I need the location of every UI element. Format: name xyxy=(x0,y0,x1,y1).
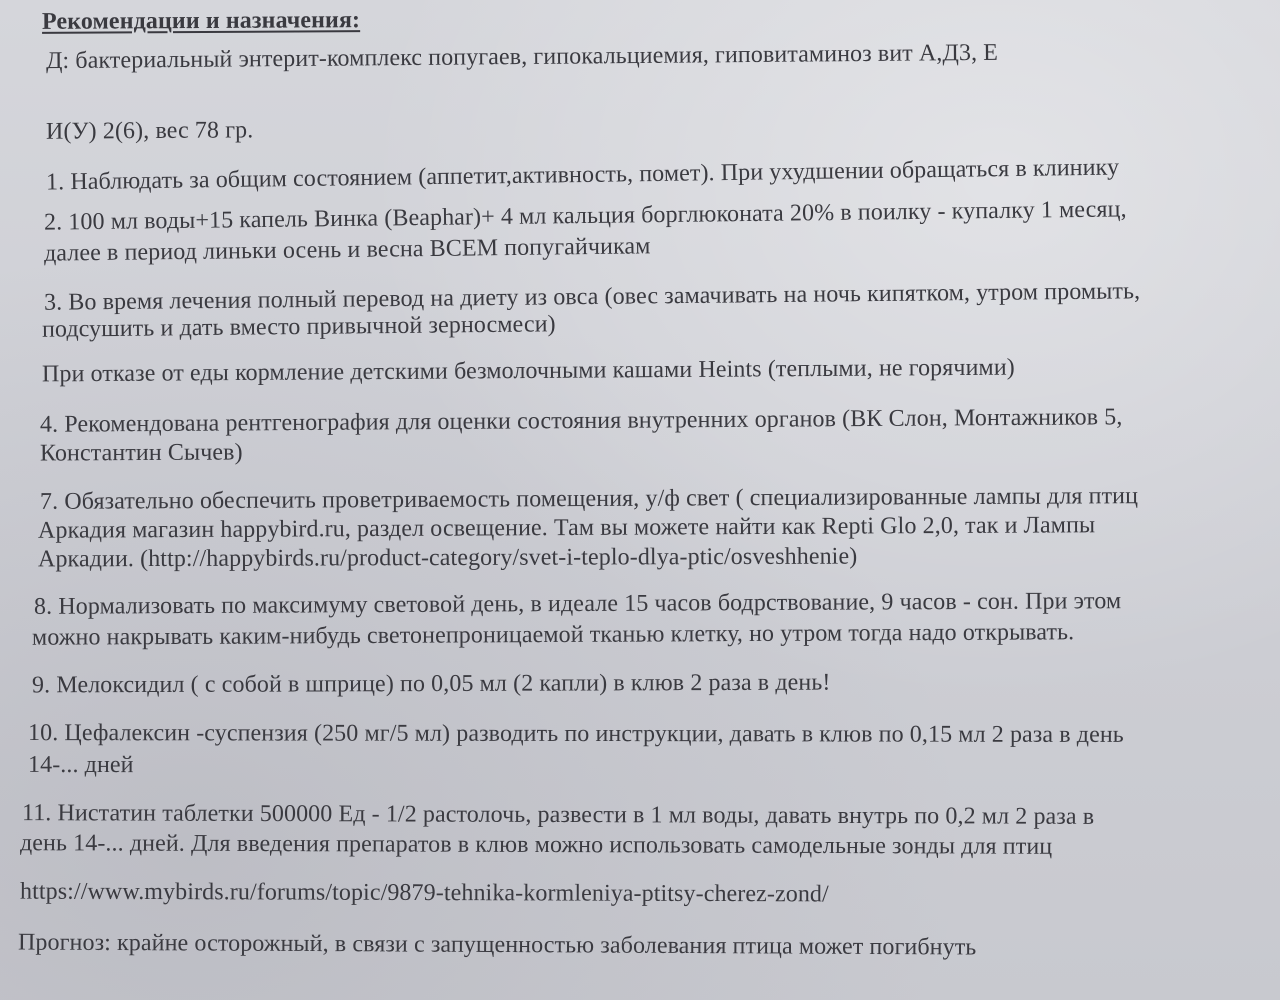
item-8-line-1: 8. Нормализовать по максимуму световой день, в идеале 15 часов бодрствование, 9 часов - сон. При этом xyxy=(33,588,1122,620)
item-1: 1. Наблюдать за общим состоянием (аппетит,активность, помет). При ухудшении обращаться в клинику xyxy=(45,154,1120,196)
item-10-line-1: 10. Цефалексин -суспензия (250 мг/5 мл) разводить по инструкции, давать в клюв по 0,15 мл 2 раза в день xyxy=(27,720,1124,748)
item-3-note: При отказе от еды кормление детскими безмолочными кашами Heints (теплыми, не горячими) xyxy=(41,354,1015,388)
item-3-line-2: подсушить и дать вместо привычной зерносмеси) xyxy=(41,311,556,343)
item-7-line-2: Аркадия магазин happybird.ru, раздел освещение. Там вы можете найти как Repti Glo 2,0, так и Лампы xyxy=(37,512,1096,544)
item-2-line-2: далее в период линьки осень и весна ВСЕМ попугайчикам xyxy=(43,233,651,267)
item-10-line-2: 14-... дней xyxy=(27,751,134,779)
item-7-line-1: 7. Обязательно обеспечить проветриваемость помещения, у/ф свет ( специализированные лампы для птиц xyxy=(39,483,1139,515)
item-4-line-1: 4. Рекомендована рентгенография для оценки состояния внутренних органов (ВК Слон, Монтажников 5, xyxy=(39,404,1123,438)
item-2-line-1: 2. 100 мл воды+15 капель Винка (Beaphar)+ 4 мл кальция борглюконата 20% в поилку - купалку 1 месяц, xyxy=(43,196,1127,236)
item-9: 9. Мелоксидил ( с собой в шприце) по 0,05 мл (2 капли) в клюв 2 раза в день! xyxy=(31,669,831,699)
patient-params: И(У) 2(6), вес 78 гр. xyxy=(45,117,254,145)
document-heading: Рекомендации и назначения: xyxy=(41,7,361,35)
prognosis-line: Прогноз: крайне осторожный, в связи с запущенностью заболевания птица может погибнуть xyxy=(17,929,977,961)
item-11-line-2: день 14-... дней. Для введения препаратов в клюв можно использовать самодельные зонды для птиц xyxy=(19,830,1053,860)
diagnosis-line: Д: бактериальный энтерит-комплекс попугаев, гипокальциемия, гиповитаминоз вит А,Д3, Е xyxy=(45,39,999,75)
item-3-line-1: 3. Во время лечения полный перевод на диету из овса (овес замачивать на ночь кипятком, утром промыть, xyxy=(43,278,1141,316)
item-7-line-3: Аркадии. (http://happybirds.ru/product-category/svet-i-teplo-dlya-ptic/osveshhenie) xyxy=(37,543,858,573)
item-8-line-2: можно накрывать каким-нибудь светонепроницаемой тканью клетку, но утром тогда надо открывать. xyxy=(31,619,1075,651)
item-11-line-1: 11. Нистатин таблетки 500000 Ед - 1/2 растолочь, развести в 1 мл воды, давать внутрь по 0,2 мл 2 раза в xyxy=(21,800,1095,830)
feeding-technique-link: https://www.mybirds.ru/forums/topic/9879-tehnika-kormleniya-ptitsy-cherez-zond/ xyxy=(19,878,829,908)
item-4-line-2: Константин Сычев) xyxy=(39,439,243,467)
